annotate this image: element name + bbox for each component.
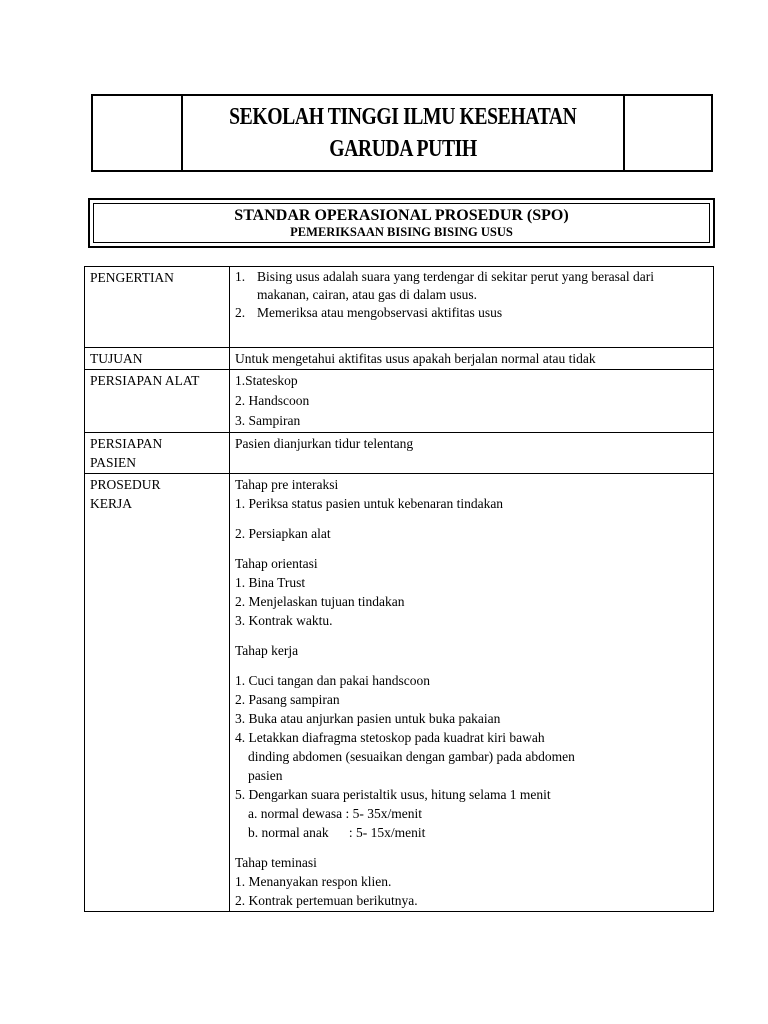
list-item: 2. Handscoon — [235, 393, 310, 408]
list-item: 1.Stateskop — [235, 373, 298, 388]
list-item-continuation: pasien — [248, 768, 283, 783]
list-item: 4. Letakkan diafragma stetoskop pada kuadrat kiri bawah — [235, 730, 545, 745]
institution-name-line2: GARUDA PUTIH — [329, 136, 477, 162]
list-item: 2. Kontrak pertemuan berikutnya. — [235, 893, 418, 908]
spo-table — [84, 266, 714, 912]
institution-name-cell — [183, 96, 625, 170]
institution-name-line1: SEKOLAH TINGGI ILMU KESEHATAN — [229, 104, 577, 130]
list-item: makanan, cairan, atau gas di dalam usus. — [257, 287, 478, 302]
row-pengertian — [85, 267, 714, 348]
row-persiapan-alat — [85, 370, 714, 433]
label-persiapan-alat: PERSIAPAN ALAT — [85, 370, 230, 433]
list-item: 1. Menanyakan respon klien. — [235, 874, 392, 889]
list-item: 1. Bising usus adalah suara yang terdengar di sekitar perut yang berasal dari — [235, 269, 654, 284]
label-pengertian: PENGERTIAN — [85, 267, 230, 348]
spo-title: STANDAR OPERASIONAL PROSEDUR (SPO) — [234, 207, 569, 224]
content-persiapan-pasien: Pasien dianjurkan tidur telentang — [230, 433, 714, 474]
label-persiapan-pasien: PERSIAPAN PASIEN — [85, 433, 230, 474]
list-item: 1. Periksa status pasien untuk kebenaran tindakan — [235, 496, 504, 511]
stage-work-title: Tahap kerja — [235, 643, 299, 658]
label-tujuan: TUJUAN — [85, 348, 230, 370]
content-pengertian — [230, 267, 714, 348]
list-item: 3. Buka atau anjurkan pasien untuk buka pakaian — [235, 711, 501, 726]
stage-termination-title: Tahap teminasi — [235, 855, 317, 870]
content-persiapan-alat — [230, 370, 714, 433]
logo-cell — [93, 96, 183, 170]
spo-title-inner — [93, 203, 710, 243]
list-item: 5. Dengarkan suara peristaltik usus, hitung selama 1 menit — [235, 787, 551, 802]
row-tujuan — [85, 348, 714, 370]
list-item: 2. Pasang sampiran — [235, 692, 340, 707]
list-item: 2. Memeriksa atau mengobservasi aktifitas usus — [235, 305, 503, 320]
stage-pre-title: Tahap pre interaksi — [235, 477, 339, 492]
list-item: 2. Persiapkan alat — [235, 526, 331, 541]
list-item: 3. Kontrak waktu. — [235, 613, 333, 628]
list-subitem: a. normal dewasa : 5- 35x/menit — [248, 806, 422, 821]
row-persiapan-pasien — [85, 433, 714, 474]
list-item: 3. Sampiran — [235, 413, 301, 428]
spo-title-box — [88, 198, 715, 248]
list-item: 1. Cuci tangan dan pakai handscoon — [235, 673, 430, 688]
spo-subtitle: PEMERIKSAAN BISING BISING USUS — [290, 225, 513, 239]
list-item: 1. Bina Trust — [235, 575, 306, 590]
institution-header — [91, 94, 713, 172]
list-subitem: b. normal anak : 5- 15x/menit — [248, 825, 426, 840]
content-prosedur — [230, 474, 714, 912]
content-tujuan: Untuk mengetahui aktifitas usus apakah berjalan normal atau tidak — [230, 348, 714, 370]
stage-orientation-title: Tahap orientasi — [235, 556, 318, 571]
row-prosedur — [85, 474, 714, 912]
header-right-cell — [625, 96, 711, 170]
list-item-continuation: dinding abdomen (sesuaikan dengan gambar) pada abdomen — [248, 749, 575, 764]
list-item: 2. Menjelaskan tujuan tindakan — [235, 594, 405, 609]
label-prosedur: PROSEDUR KERJA — [85, 474, 230, 912]
